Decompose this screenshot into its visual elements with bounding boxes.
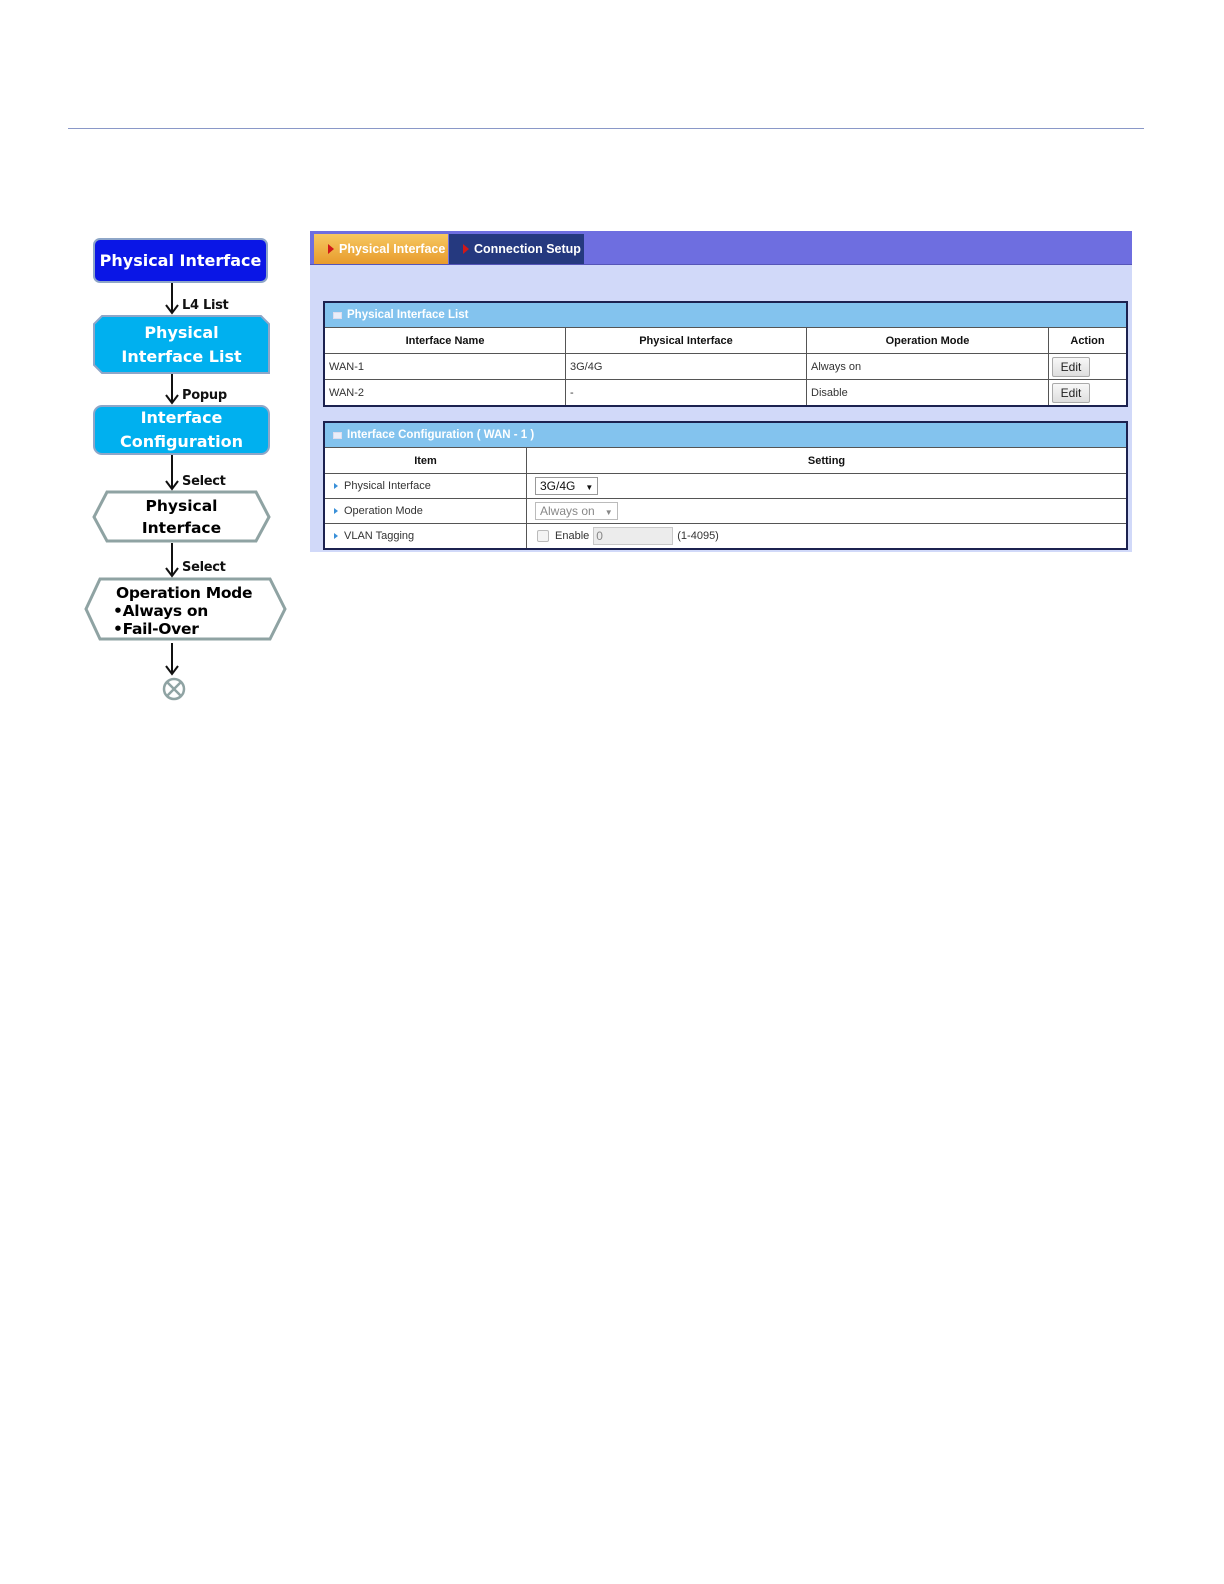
- interface-configuration-title: Interface Configuration ( WAN - 1 ): [347, 429, 535, 441]
- operation-mode-cell: Always on: [807, 354, 1049, 380]
- vlan-enable-label: Enable: [555, 529, 590, 542]
- section-icon: [333, 432, 342, 439]
- interface-configuration-header: [325, 423, 1126, 447]
- bullet-arrow-icon: [334, 533, 338, 539]
- vlan-enable-checkbox[interactable]: [537, 530, 549, 542]
- physical-interface-list-box: [323, 301, 1128, 407]
- tab-connection-setup-label: Connection Setup: [474, 242, 581, 256]
- flow-node-select-physical: [94, 492, 269, 541]
- flow-node-interface-list-line2: Interface List: [121, 346, 242, 366]
- operation-mode-label: Operation Mode: [344, 505, 423, 517]
- operation-mode-select[interactable]: [535, 502, 618, 520]
- flow-node-physical-interface: [94, 239, 267, 282]
- flow-diagram: [80, 230, 295, 710]
- flow-node-operation-mode-item-2: •Fail-Over: [113, 620, 199, 638]
- column-header: Setting: [527, 448, 1127, 474]
- flow-node-interface-configuration: [94, 406, 269, 454]
- chevron-down-icon: ▼: [604, 508, 613, 517]
- table-header-row: [325, 328, 1126, 354]
- table-row: [325, 354, 1126, 380]
- tab-connection-setup[interactable]: [449, 234, 584, 264]
- table-row: [325, 499, 1126, 524]
- flow-node-operation-mode: [113, 584, 253, 638]
- interface-configuration-table: [325, 447, 1126, 548]
- item-cell: [325, 474, 527, 499]
- setting-cell: [527, 474, 1127, 499]
- column-header: Physical Interface: [566, 328, 807, 354]
- physical-interface-label: Physical Interface: [344, 480, 431, 492]
- flow-node-operation-mode-item-1: •Always on: [113, 602, 208, 620]
- flow-node-select-physical-line1: Physical: [145, 496, 218, 515]
- flow-node-interface-configuration-line1: Interface: [140, 408, 223, 427]
- flow-node-interface-configuration-line2: Configuration: [119, 432, 244, 451]
- section-icon: [333, 312, 342, 319]
- tab-physical-interface-label: Physical Interface: [339, 242, 446, 256]
- column-header: Interface Name: [325, 328, 566, 354]
- edit-button-wan1[interactable]: Edit: [1052, 357, 1090, 377]
- table-row: [325, 380, 1126, 406]
- vlan-tagging-label: VLAN Tagging: [344, 530, 415, 542]
- edit-button-wan2[interactable]: Edit: [1052, 383, 1090, 403]
- column-header: Item: [325, 448, 527, 474]
- flow-node-interface-list-line1: Physical: [144, 322, 219, 342]
- flow-edge-label-l4-list: L4 List: [182, 298, 229, 313]
- physical-interface-list-title: Physical Interface List: [347, 309, 469, 321]
- flow-node-interface-list: [94, 316, 269, 373]
- tab-bar: [310, 231, 1132, 265]
- flow-edge-label-select-2: Select: [182, 560, 226, 575]
- item-cell: [325, 499, 527, 524]
- setting-cell: [527, 499, 1127, 524]
- physical-interface-select[interactable]: [535, 477, 598, 495]
- column-header: Action: [1049, 328, 1127, 354]
- physical-interface-select-value: 3G/4G: [540, 479, 576, 493]
- table-row: [325, 474, 1126, 499]
- physical-interface-cell: -: [566, 380, 807, 406]
- tab-inactive-arrow-icon: [463, 244, 469, 254]
- physical-interface-list-header: [325, 303, 1126, 327]
- bullet-arrow-icon: [334, 508, 338, 514]
- interface-name-cell: WAN-1: [325, 354, 566, 380]
- bullet-arrow-icon: [334, 483, 338, 489]
- flow-node-physical-interface-label: Physical Interface: [99, 250, 262, 270]
- vlan-id-input[interactable]: 0: [593, 527, 673, 545]
- flow-edge-label-select-1: Select: [182, 474, 226, 489]
- flow-edge-label-popup: Popup: [182, 388, 227, 403]
- item-cell: [325, 524, 527, 549]
- operation-mode-select-value: Always on: [540, 504, 595, 518]
- top-divider: [68, 128, 1144, 129]
- vlan-range-hint: (1-4095): [677, 529, 719, 542]
- column-header: Operation Mode: [807, 328, 1049, 354]
- action-cell: [1049, 354, 1127, 380]
- interface-name-cell: WAN-2: [325, 380, 566, 406]
- tab-active-arrow-icon: [328, 244, 334, 254]
- physical-interface-cell: 3G/4G: [566, 354, 807, 380]
- physical-interface-table: [325, 327, 1126, 405]
- router-config-panel: [310, 231, 1132, 552]
- chevron-down-icon: ▼: [585, 483, 594, 492]
- flow-end-icon: [164, 679, 184, 699]
- table-header-row: [325, 448, 1126, 474]
- flow-node-select-physical-line2: Interface: [141, 518, 222, 537]
- operation-mode-cell: Disable: [807, 380, 1049, 406]
- flow-node-operation-mode-title: Operation Mode: [116, 584, 253, 602]
- tab-physical-interface[interactable]: [314, 234, 448, 264]
- interface-configuration-box: [323, 421, 1128, 550]
- action-cell: [1049, 380, 1127, 406]
- setting-cell: [527, 524, 1127, 549]
- table-row: [325, 524, 1126, 549]
